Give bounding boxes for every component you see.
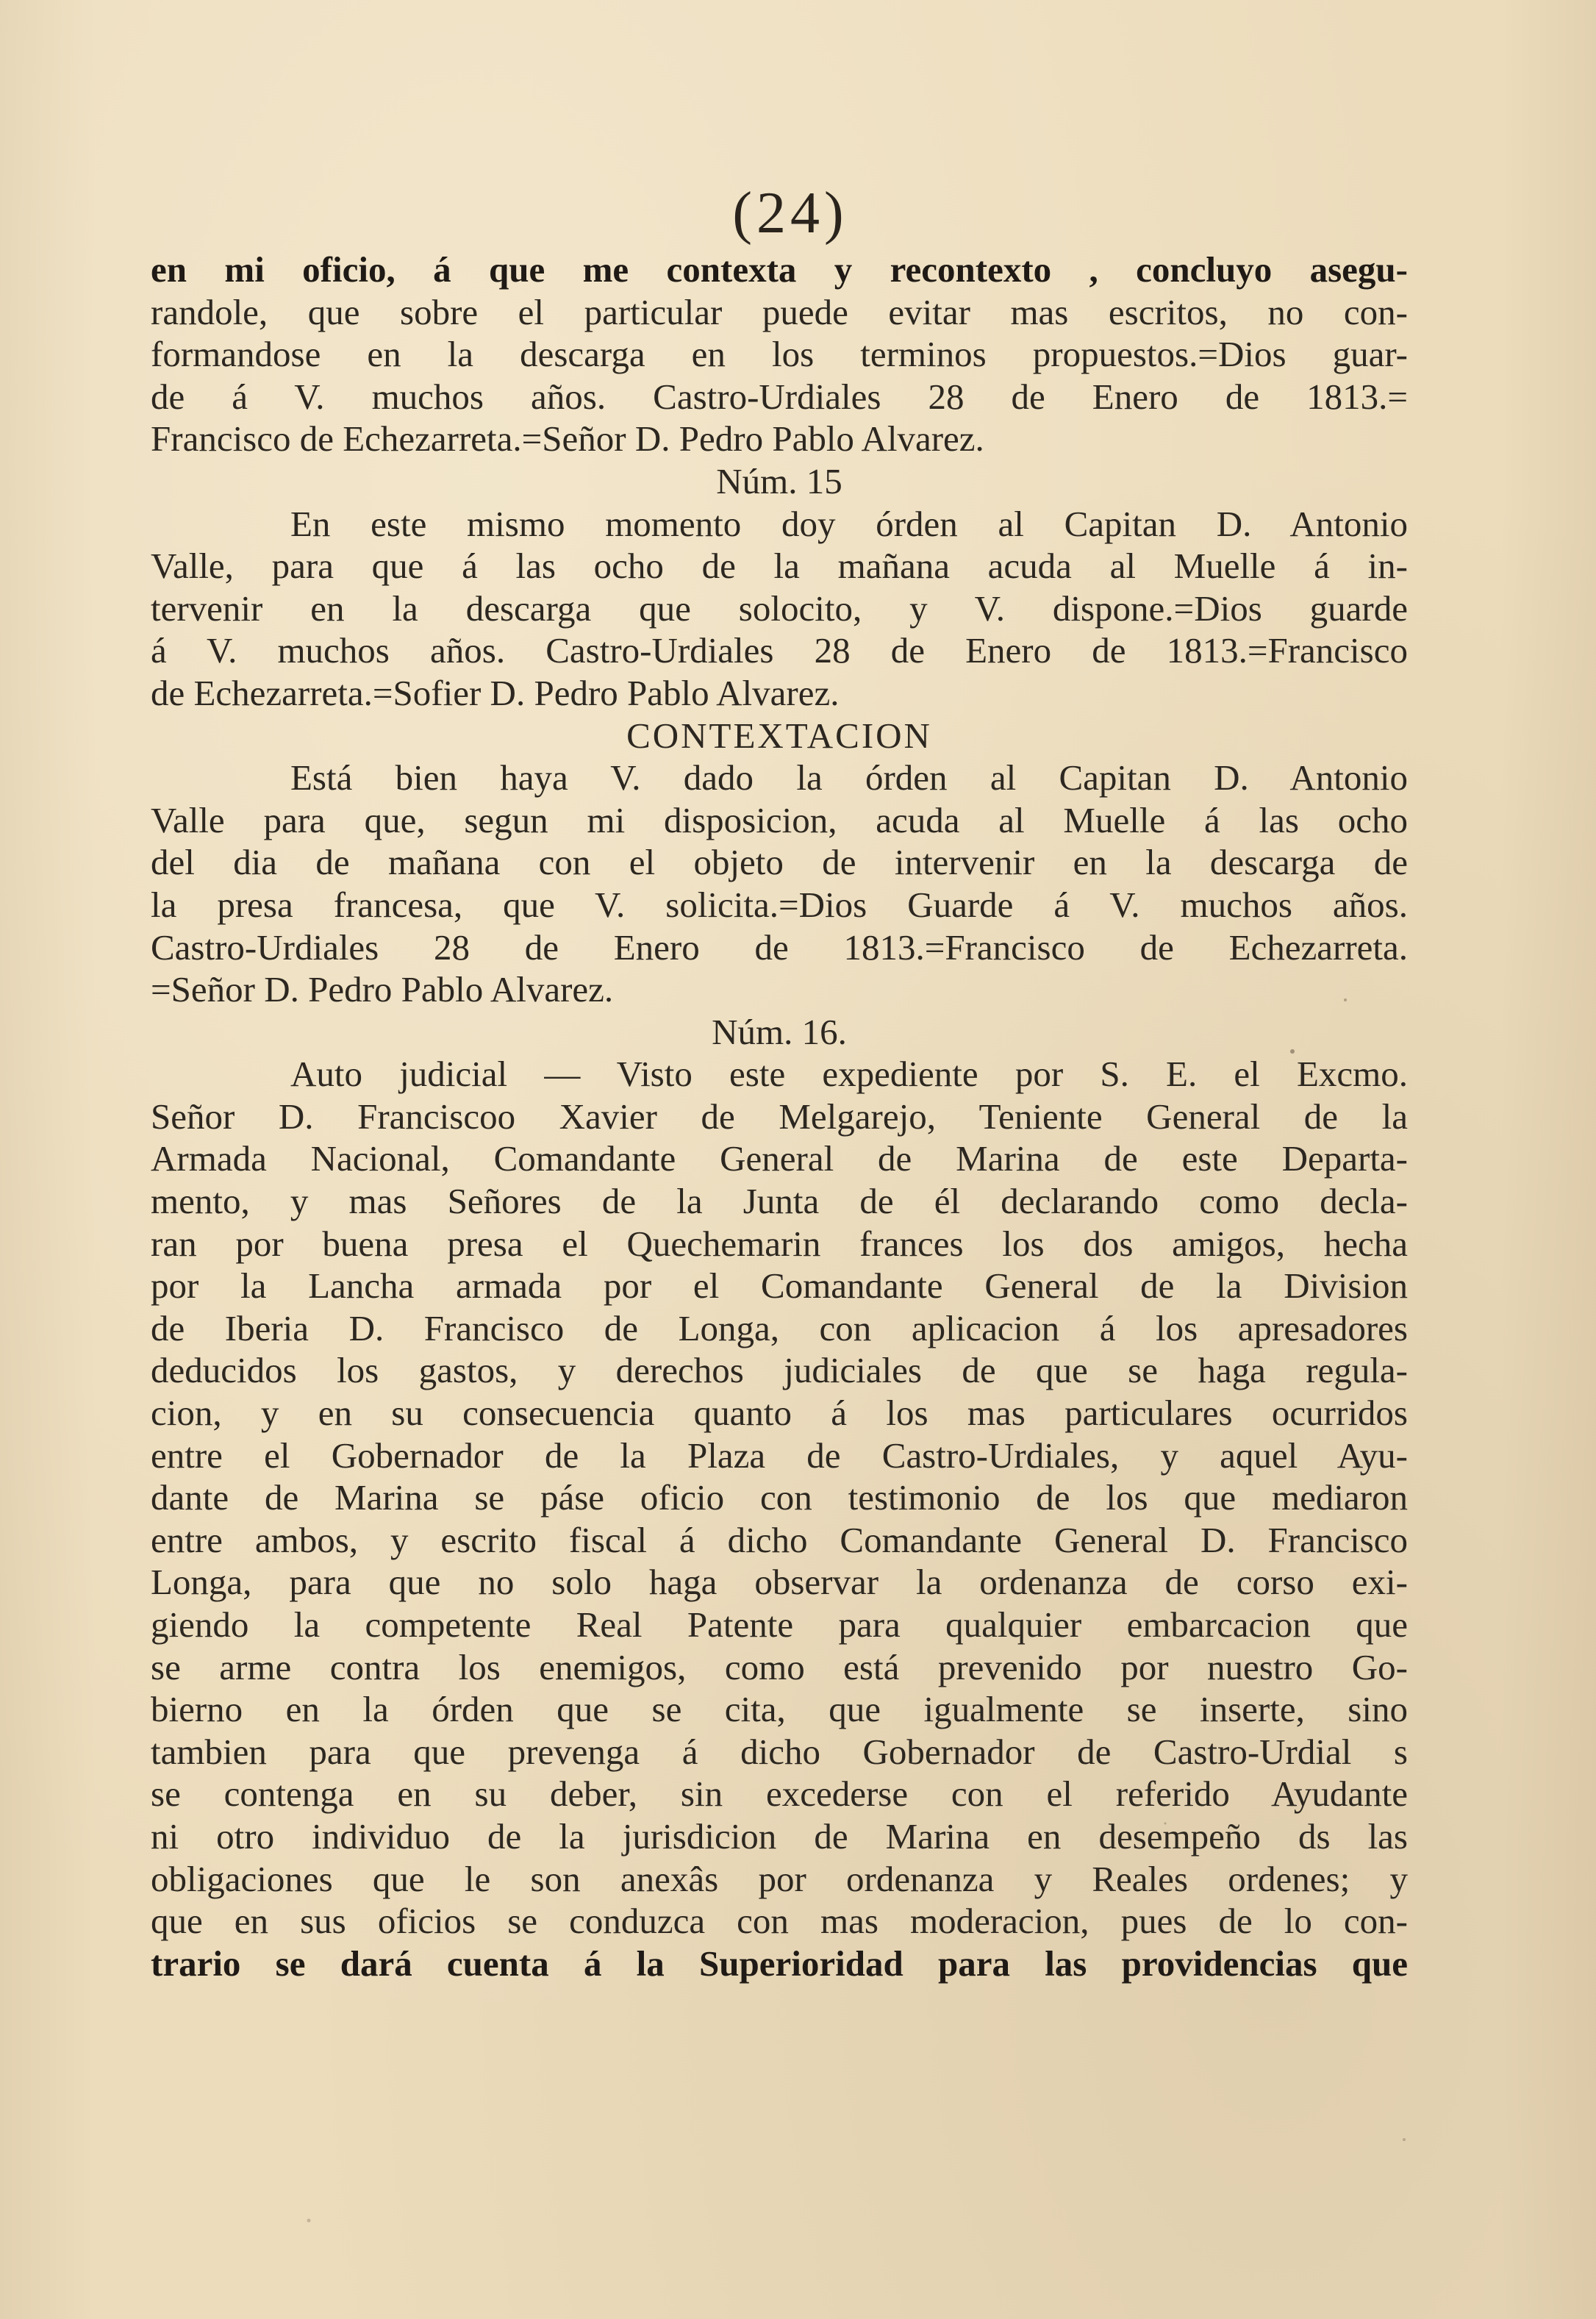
text-line: Auto judicial — Visto este expediente por S. E. el Excmo. <box>290 1054 1408 1095</box>
section-heading: CONTEXTACION <box>626 715 932 756</box>
text-line: á V. muchos años. Castro-Urdiales 28 de Enero de 1813.=Francisco <box>151 630 1408 671</box>
text-line: dante de Marina se páse oficio con testimonio de los que mediaron <box>151 1477 1408 1518</box>
text-line: cion, y en su consecuencia quanto á los mas particulares ocurridos <box>151 1393 1408 1434</box>
page-number: (24) <box>732 181 848 246</box>
text-line: Valle para que, segun mi disposicion, acuda al Muelle á las ocho <box>151 799 1408 840</box>
text-line: bierno en la órden que se cita, que igualmente se inserte, sino <box>151 1689 1408 1730</box>
text-line: de á V. muchos años. Castro-Urdiales 28 de Enero de 1813.= <box>151 376 1408 417</box>
text-line: giendo la competente Real Patente para qualquier embarcacion que <box>151 1604 1408 1645</box>
text-line: Longa, para que no solo haga observar la ordenanza de corso exi- <box>151 1562 1408 1603</box>
section-heading: Núm. 15 <box>716 460 842 501</box>
text-line: se arme contra los enemigos, como está prevenido por nuestro Go- <box>151 1646 1408 1687</box>
text-line: tervenir en la descarga que solocito, y V. dispone.=Dios guarde <box>151 587 1408 629</box>
text-line: de Echezarreta.=Sofier D. Pedro Pablo Alvarez. <box>151 672 840 713</box>
text-line: entre el Gobernador de la Plaza de Castro-Urdiales, y aquel Ayu- <box>151 1434 1408 1476</box>
text-line: mento, y mas Señores de la Junta de él declarando como decla- <box>151 1181 1408 1222</box>
text-line: en mi oficio, á que me contexta y recontexto , concluyo asegu- <box>151 249 1408 290</box>
text-line: deducidos los gastos, y derechos judiciales de que se haga regula- <box>151 1350 1408 1391</box>
text-line: Valle, para que á las ocho de la mañana acuda al Muelle á in- <box>151 546 1408 587</box>
text-line: randole, que sobre el particular puede evitar mas escritos, no con- <box>151 291 1408 332</box>
text-line: Armada Nacional, Comandante General de Marina de este Departa- <box>151 1138 1408 1179</box>
text-line: obligaciones que le son anexâs por ordenanza y Reales ordenes; y <box>151 1858 1408 1899</box>
text-line: del dia de mañana con el objeto de intervenir en la descarga de <box>151 842 1408 883</box>
section-heading: Núm. 16. <box>712 1011 847 1052</box>
text-line: ni otro individuo de la jurisdicion de Marina en desempeño ds las <box>151 1815 1408 1857</box>
text-line: En este mismo momento doy órden al Capitan D. Antonio <box>290 503 1408 544</box>
text-line: =Señor D. Pedro Pablo Alvarez. <box>151 969 614 1010</box>
text-line: Castro-Urdiales 28 de Enero de 1813.=Francisco de Echezarreta. <box>151 926 1408 968</box>
body-text <box>151 249 1408 1984</box>
text-line: se contenga en su deber, sin excederse con el referido Ayudante <box>151 1773 1408 1815</box>
text-line: ran por buena presa el Quechemarin frances los dos amigos, hecha <box>151 1223 1408 1264</box>
text-line: tambien para que prevenga á dicho Gobernador de Castro-Urdial s <box>151 1731 1408 1772</box>
text-line: entre ambos, y escrito fiscal á dicho Comandante General D. Francisco <box>151 1519 1408 1560</box>
text-line: por la Lancha armada por el Comandante General de la Division <box>151 1265 1408 1307</box>
text-line: Está bien haya V. dado la órden al Capitan D. Antonio <box>290 757 1408 798</box>
text-line: Señor D. Franciscoo Xavier de Melgarejo, Teniente General de la <box>151 1096 1408 1137</box>
text-line: trario se dará cuenta á la Superioridad para las providencias que <box>151 1943 1408 1984</box>
text-line: de Iberia D. Francisco de Longa, con aplicacion á los apresadores <box>151 1307 1408 1348</box>
text-line: Francisco de Echezarreta.=Señor D. Pedro Pablo Alvarez. <box>151 418 984 460</box>
text-line: formandose en la descarga en los terminos propuestos.=Dios guar- <box>151 334 1408 375</box>
text-line: la presa francesa, que V. solicita.=Dios Guarde á V. muchos años. <box>151 884 1408 925</box>
text-line: que en sus oficios se conduzca con mas moderacion, pues de lo con- <box>151 1901 1408 1942</box>
